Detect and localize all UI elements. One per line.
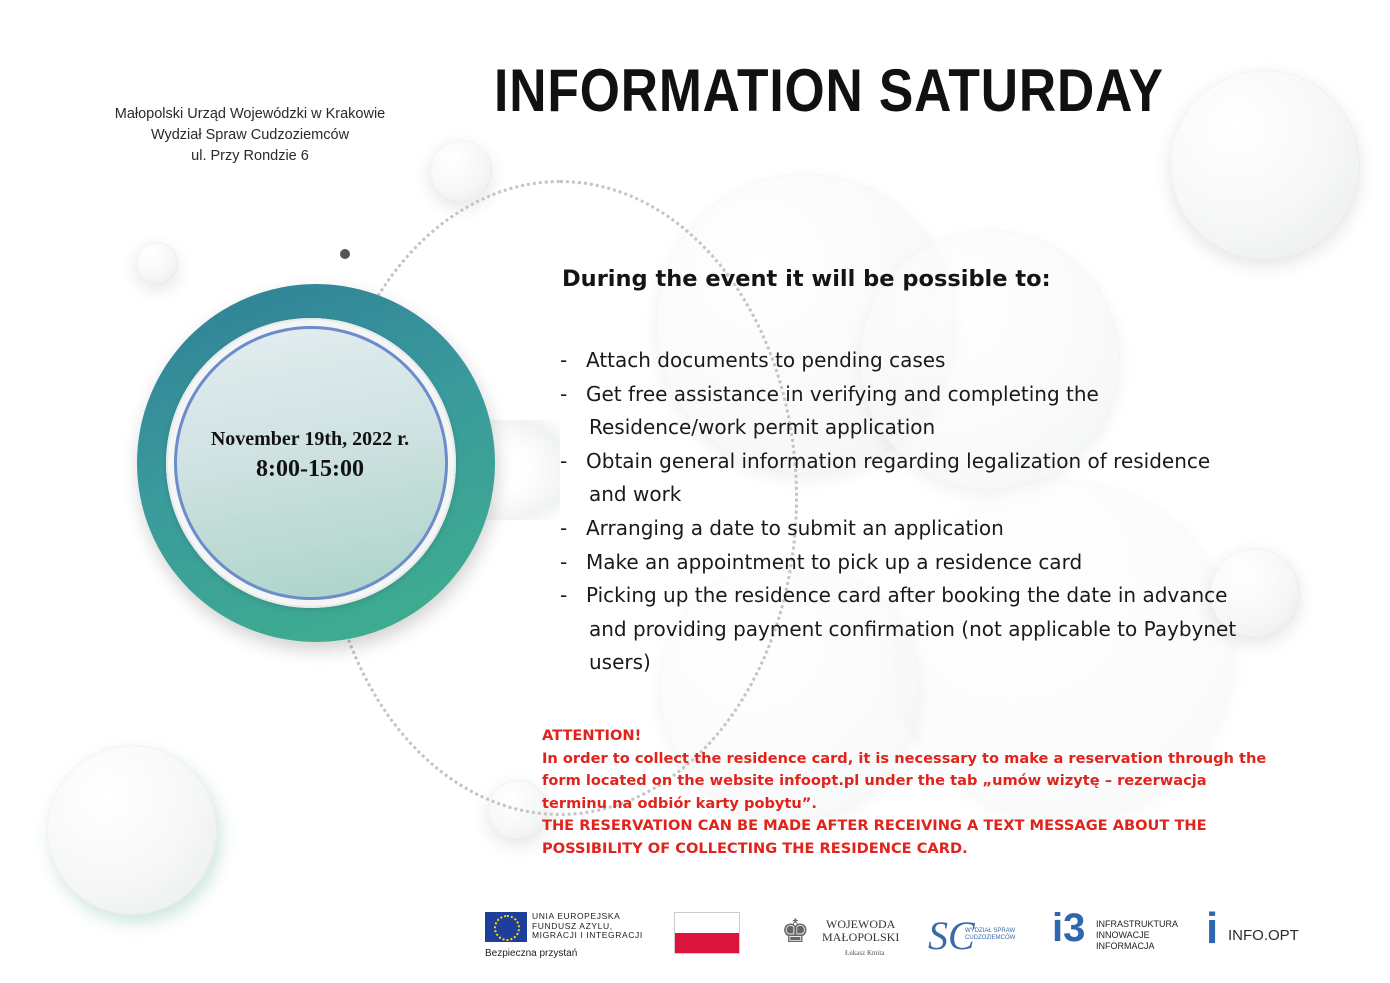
wojewoda-name: Łukasz Kmita <box>845 949 885 957</box>
eu-fund-tagline: Bezpieczna przystań <box>485 948 578 959</box>
attention-line: POSSIBILITY OF COLLECTING THE RESIDENCE CARD. <box>542 839 968 857</box>
list-item: - Picking up the residence card after booking the date in advance and providing payment confirmation (not applicable to Paybynet users) <box>560 583 1237 675</box>
event-time: 8:00-15:00 <box>256 456 364 482</box>
eu-flag-icon <box>485 912 527 942</box>
sponsor-logos <box>0 900 1390 980</box>
bubble-decoration <box>1170 70 1360 260</box>
attention-line: terminu na odbiór karty pobytu”. <box>542 794 817 812</box>
section-heading: During the event it will be possible to: <box>562 266 1051 292</box>
address-line: ul. Przy Rondzie 6 <box>191 148 309 164</box>
wojewoda-logo-text: WOJEWODA MAŁOPOLSKI <box>822 917 900 944</box>
attention-line: In order to collect the residence card, it is necessary to make a reservation through the <box>542 749 1267 767</box>
list-item: - Make an appointment to pick up a residence card <box>560 549 1083 574</box>
infoopt-logo-text: INFO.OPT <box>1228 927 1299 944</box>
attention-notice <box>542 725 1312 861</box>
bubble-decoration <box>47 745 217 915</box>
i3-logo-text: INFRASTRUKTURA INNOWACJE INFORMACJA <box>1096 919 1179 951</box>
list-item: - Attach documents to pending cases <box>560 348 946 372</box>
event-date: November 19th, 2022 r. <box>210 428 410 450</box>
eagle-emblem-icon: ♚ <box>781 912 810 950</box>
address-line: Małopolski Urząd Wojewódzki w Krakowie <box>114 106 386 122</box>
activity-list <box>560 344 1346 680</box>
i3-logo-icon: i3 <box>1052 906 1086 950</box>
attention-heading: ATTENTION! <box>542 727 642 744</box>
list-item: - Arranging a date to submit an application <box>560 515 1004 540</box>
list-item: - Get free assistance in verifying and completing the Residence/work permit application <box>560 381 1099 440</box>
sc-logo-text: WYDZIAŁ SPRAW CUDZOZIEMCÓW <box>965 928 1016 941</box>
list-item: - Obtain general information regarding legalization of residence and work <box>560 448 1211 507</box>
attention-line: THE RESERVATION CAN BE MADE AFTER RECEIVING A TEXT MESSAGE ABOUT THE <box>542 817 1207 835</box>
office-address <box>80 104 420 167</box>
orbit-dot <box>340 249 350 259</box>
address-line: Wydział Spraw Cudzoziemców <box>150 127 350 143</box>
infoopt-logo-icon: i <box>1206 904 1219 953</box>
sc-logo-icon: SC <box>928 913 975 958</box>
bubble-decoration <box>136 242 178 284</box>
bubble-decoration <box>430 140 492 202</box>
poland-flag-icon <box>674 912 740 954</box>
eu-fund-logo-text: UNIA EUROPEJSKA FUNDUSZ AZYLU, MIGRACJI I INTEGRACJI <box>532 911 643 940</box>
attention-line: form located on the website infoopt.pl under the tab „umów wizytę – rezerwacja <box>542 772 1207 790</box>
page-title: INFORMATION SATURDAY <box>494 57 1164 124</box>
